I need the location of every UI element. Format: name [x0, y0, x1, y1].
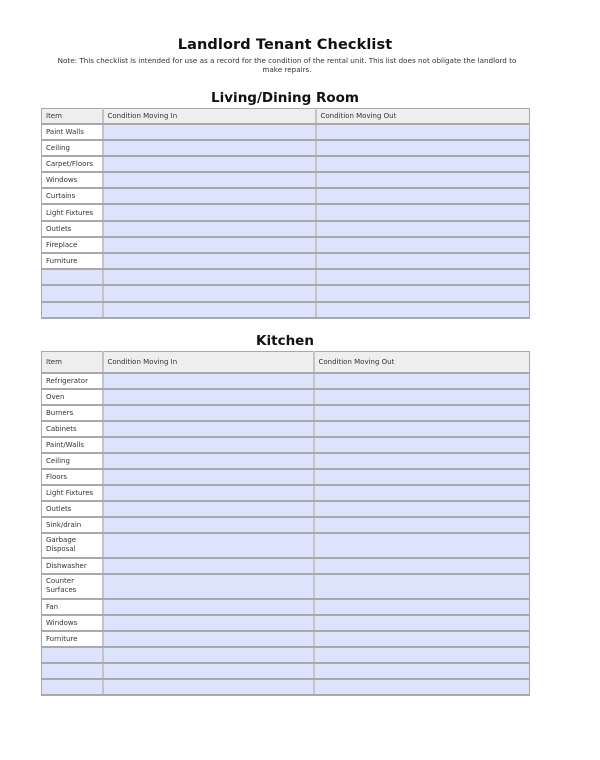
item-label: Refrigerator — [42, 373, 103, 389]
condition-moving-out-field[interactable] — [314, 453, 530, 469]
condition-moving-in-field[interactable] — [103, 237, 316, 253]
table-row — [42, 204, 530, 220]
condition-moving-out-field[interactable] — [316, 285, 530, 301]
column-header-condition-moving-out: Condition Moving Out — [314, 352, 530, 373]
column-header-item: Item — [42, 109, 103, 124]
item-input-field[interactable] — [42, 647, 103, 663]
condition-moving-in-field[interactable] — [103, 204, 316, 220]
column-header-condition-moving-in: Condition Moving In — [103, 109, 316, 124]
condition-moving-in-field[interactable] — [103, 269, 316, 285]
condition-moving-in-field[interactable] — [103, 469, 314, 485]
condition-moving-out-field[interactable] — [316, 204, 530, 220]
table-row — [42, 501, 530, 517]
column-header-condition-moving-out: Condition Moving Out — [316, 109, 530, 124]
table-header-row — [42, 352, 530, 373]
condition-moving-in-field[interactable] — [103, 188, 316, 204]
living-dining-checklist-table — [41, 108, 530, 319]
condition-moving-out-field[interactable] — [314, 679, 530, 695]
condition-moving-in-field[interactable] — [103, 679, 314, 695]
table-row — [42, 285, 530, 301]
table-row — [42, 373, 530, 389]
condition-moving-out-field[interactable] — [314, 405, 530, 421]
condition-moving-out-field[interactable] — [316, 156, 530, 172]
item-label: Furniture — [42, 253, 103, 269]
table-row — [42, 631, 530, 647]
table-row — [42, 574, 530, 599]
condition-moving-in-field[interactable] — [103, 405, 314, 421]
condition-moving-in-field[interactable] — [103, 437, 314, 453]
table-row — [42, 269, 530, 285]
item-label: Fan — [42, 599, 103, 615]
table-header-row — [42, 109, 530, 124]
table-row — [42, 302, 530, 318]
column-header-item: Item — [42, 352, 103, 373]
condition-moving-in-field[interactable] — [103, 533, 314, 558]
condition-moving-in-field[interactable] — [103, 172, 316, 188]
table-row — [42, 140, 530, 156]
condition-moving-in-field[interactable] — [103, 501, 314, 517]
condition-moving-out-field[interactable] — [314, 574, 530, 599]
item-label: Oven — [42, 389, 103, 405]
item-label: Curtains — [42, 188, 103, 204]
condition-moving-in-field[interactable] — [103, 373, 314, 389]
condition-moving-in-field[interactable] — [103, 156, 316, 172]
condition-moving-out-field[interactable] — [314, 437, 530, 453]
item-input-field[interactable] — [42, 302, 103, 318]
condition-moving-in-field[interactable] — [103, 221, 316, 237]
table-row — [42, 437, 530, 453]
item-label: Cabinets — [42, 421, 103, 437]
condition-moving-out-field[interactable] — [314, 533, 530, 558]
table-row — [42, 517, 530, 533]
condition-moving-out-field[interactable] — [314, 631, 530, 647]
table-row — [42, 172, 530, 188]
column-header-condition-moving-in: Condition Moving In — [103, 352, 314, 373]
table-row — [42, 599, 530, 615]
table-row — [42, 156, 530, 172]
item-label: Light Fixtures — [42, 485, 103, 501]
item-label: Carpet/Floors — [42, 156, 103, 172]
item-input-field[interactable] — [42, 663, 103, 679]
item-label: Furniture — [42, 631, 103, 647]
item-label: Windows — [42, 172, 103, 188]
condition-moving-out-field[interactable] — [314, 647, 530, 663]
item-label: Dishwasher — [42, 558, 103, 574]
item-label: Ceiling — [42, 453, 103, 469]
item-label: Sink/drain — [42, 517, 103, 533]
condition-moving-out-field[interactable] — [316, 140, 530, 156]
condition-moving-in-field[interactable] — [103, 253, 316, 269]
condition-moving-out-field[interactable] — [314, 501, 530, 517]
condition-moving-out-field[interactable] — [316, 253, 530, 269]
table-row — [42, 389, 530, 405]
condition-moving-in-field[interactable] — [103, 453, 314, 469]
condition-moving-in-field[interactable] — [103, 663, 314, 679]
table-row — [42, 485, 530, 501]
condition-moving-in-field[interactable] — [103, 558, 314, 574]
table-row — [42, 253, 530, 269]
condition-moving-out-field[interactable] — [314, 469, 530, 485]
condition-moving-in-field[interactable] — [103, 124, 316, 140]
item-label: Windows — [42, 615, 103, 631]
condition-moving-out-field[interactable] — [316, 221, 530, 237]
table-row — [42, 647, 530, 663]
condition-moving-out-field[interactable] — [314, 389, 530, 405]
table-row — [42, 124, 530, 140]
condition-moving-out-field[interactable] — [314, 517, 530, 533]
table-row — [42, 188, 530, 204]
item-input-field[interactable] — [42, 269, 103, 285]
condition-moving-out-field[interactable] — [314, 421, 530, 437]
condition-moving-in-field[interactable] — [103, 615, 314, 631]
condition-moving-in-field[interactable] — [103, 517, 314, 533]
item-label: Counter Surfaces — [42, 574, 103, 599]
condition-moving-in-field[interactable] — [103, 599, 314, 615]
table-row — [42, 533, 530, 558]
condition-moving-out-field[interactable] — [314, 373, 530, 389]
item-label: Outlets — [42, 501, 103, 517]
table-row — [42, 221, 530, 237]
table-row — [42, 469, 530, 485]
condition-moving-in-field[interactable] — [103, 574, 314, 599]
page-title: Landlord Tenant Checklist — [177, 37, 393, 53]
kitchen-checklist-table — [41, 351, 530, 696]
condition-moving-in-field[interactable] — [103, 140, 316, 156]
disclaimer-note: Note: This checklist is intended for use as a record for the condition of the rental unit. This list does not obligate the landlord to make repairs. — [57, 56, 517, 74]
section-title-living-dining: Living/Dining Room — [211, 90, 359, 106]
table-row — [42, 679, 530, 695]
item-label: Garbage Disposal — [42, 533, 103, 558]
condition-moving-out-field[interactable] — [316, 124, 530, 140]
condition-moving-in-field[interactable] — [103, 485, 314, 501]
table-row — [42, 663, 530, 679]
section-title-kitchen: Kitchen — [256, 333, 314, 349]
condition-moving-out-field[interactable] — [316, 172, 530, 188]
item-label: Burners — [42, 405, 103, 421]
condition-moving-out-field[interactable] — [316, 269, 530, 285]
table-row — [42, 615, 530, 631]
table-row — [42, 453, 530, 469]
item-input-field[interactable] — [42, 679, 103, 695]
item-label: Paint Walls — [42, 124, 103, 140]
table-row — [42, 421, 530, 437]
item-label: Floors — [42, 469, 103, 485]
condition-moving-in-field[interactable] — [103, 389, 314, 405]
table-row — [42, 237, 530, 253]
item-input-field[interactable] — [42, 285, 103, 301]
item-label: Paint/Walls — [42, 437, 103, 453]
item-label: Ceiling — [42, 140, 103, 156]
condition-moving-in-field[interactable] — [103, 285, 316, 301]
table-row — [42, 558, 530, 574]
condition-moving-in-field[interactable] — [103, 302, 316, 318]
condition-moving-out-field[interactable] — [314, 485, 530, 501]
condition-moving-in-field[interactable] — [103, 647, 314, 663]
item-label: Fireplace — [42, 237, 103, 253]
condition-moving-out-field[interactable] — [316, 237, 530, 253]
condition-moving-out-field[interactable] — [316, 302, 530, 318]
condition-moving-in-field[interactable] — [103, 631, 314, 647]
condition-moving-out-field[interactable] — [314, 615, 530, 631]
condition-moving-out-field[interactable] — [314, 558, 530, 574]
condition-moving-out-field[interactable] — [316, 188, 530, 204]
item-label: Outlets — [42, 221, 103, 237]
item-label: Light Fixtures — [42, 204, 103, 220]
condition-moving-out-field[interactable] — [314, 663, 530, 679]
table-row — [42, 405, 530, 421]
condition-moving-in-field[interactable] — [103, 421, 314, 437]
condition-moving-out-field[interactable] — [314, 599, 530, 615]
